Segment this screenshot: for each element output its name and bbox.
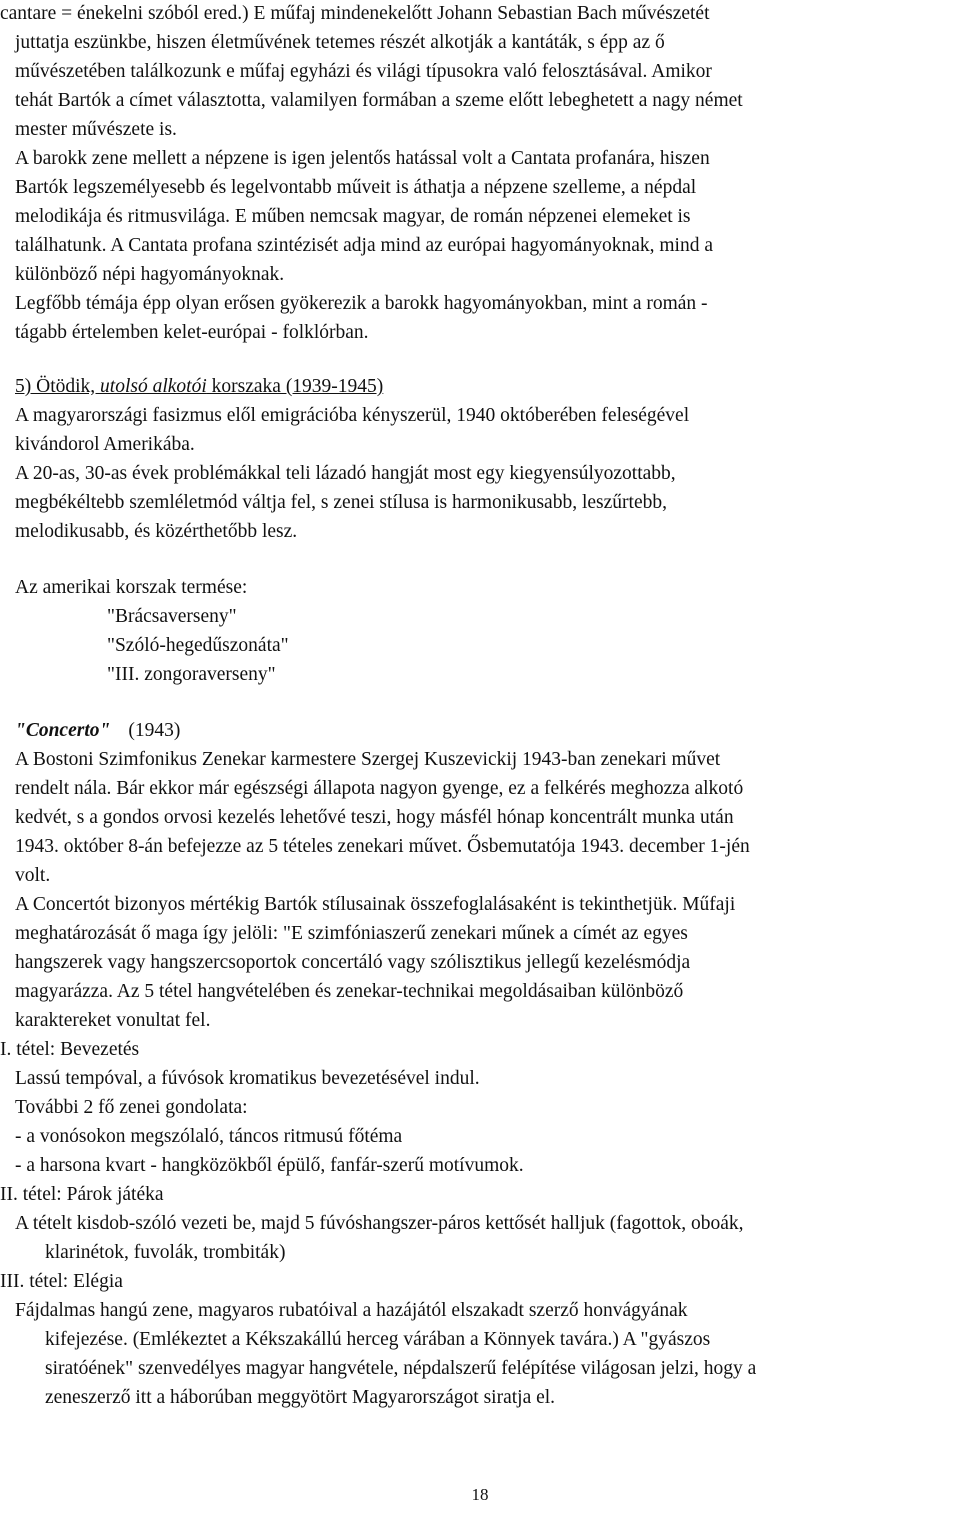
work-item: "Brácsaverseny" (107, 606, 237, 627)
movement-title: I. tétel: Bevezetés (0, 1039, 140, 1060)
movement-line: A tételt kisdob-szóló vezeti be, majd 5 fúvóshangszer-páros kettősét halljuk (fagottok, oboák, (15, 1213, 744, 1234)
section-line: kivándorol Amerikába. (15, 434, 195, 455)
movement-line: Lassú tempóval, a fúvósok kromatikus bevezetésével indul. (15, 1068, 480, 1089)
section-line: A magyarországi fasizmus elől emigrációba kényszerül, 1940 októberében feleségével (15, 405, 690, 426)
movement-line: - a harsona kvart - hangközökből épülő, fanfár-szerű motívumok. (15, 1155, 524, 1176)
intro-line: művészetében találkozunk e műfaj egyházi és világi típusokra való felosztásával. Amikor (15, 61, 712, 82)
concerto-line: kedvét, s a gondos orvosi kezelés lehetővé teszi, hogy másfél hónap koncentrált munka után (15, 807, 734, 828)
section-line: melodikusabb, és közérthetőbb lesz. (15, 521, 298, 542)
movement-title: III. tétel: Elégia (0, 1271, 123, 1292)
american-title: Az amerikai korszak termése: (15, 577, 248, 598)
concerto-line: volt. (15, 865, 51, 886)
intro-line: mester művészete is. (15, 119, 177, 140)
intro-line: Bartók legszemélyesebb és legelvontabb műveit is áthatja a népzene szelleme, a népdal (15, 177, 697, 198)
concerto-title: "Concerto" (15, 720, 111, 741)
section-heading-italic: utolsó alkotói (100, 376, 207, 397)
intro-line: tehát Bartók a címet választotta, valamilyen formában a szeme előtt lebeghetett a nagy német (15, 90, 743, 111)
section-heading-number: 5) Ötödik, (15, 376, 101, 397)
concerto-line: A Bostoni Szimfonikus Zenekar karmestere Szergej Kuszevickij 1943-ban zenekari művet (15, 749, 721, 770)
intro-line: tágabb értelemben kelet-európai - folklórban. (15, 322, 369, 343)
movement-line: Fájdalmas hangú zene, magyaros rubatóival a hazájától elszakadt szerző honvágyának (15, 1300, 688, 1321)
intro-line: cantare = énekelni szóból ered.) E műfaj mindenekelőtt Johann Sebastian Bach művészetét (0, 3, 710, 24)
intro-line: Legfőbb témája épp olyan erősen gyökerezik a barokk hagyományokban, mint a román - (15, 293, 708, 314)
section-line: megbékéltebb szemléletmód váltja fel, s zenei stílusa is harmonikusabb, leszűrtebb, (15, 492, 667, 513)
concerto-heading (15, 716, 180, 745)
concerto-line: karaktereket vonultat fel. (15, 1010, 211, 1031)
intro-line: különböző népi hagyományoknak. (15, 264, 285, 285)
concerto-line: rendelt nála. Bár ekkor már egészségi állapota nagyon gyenge, ez a felkérés meghozza alkotó (15, 778, 744, 799)
movement-line: zeneszerző itt a háborúban meggyötört Magyarországot siratja el. (45, 1387, 556, 1408)
movement-line: kifejezése. (Emlékeztet a Kékszakállú herceg várában a Könnyek tavára.) A "gyászos (45, 1329, 711, 1350)
section-heading (15, 372, 383, 401)
movement-line: - a vonósokon megszólaló, táncos ritmusú főtéma (15, 1126, 403, 1147)
work-item: "Szóló-hegedűszonáta" (107, 635, 289, 656)
movement-line: További 2 fő zenei gondolata: (15, 1097, 248, 1118)
movement-line: siratóének" szenvedélyes magyar hangvétele, népdalszerű felépítése világosan jelzi, hogy a (45, 1358, 757, 1379)
movement-line: klarinétok, fuvolák, trombiták) (45, 1242, 286, 1263)
work-item: "III. zongoraverseny" (107, 664, 276, 685)
intro-line: A barokk zene mellett a népzene is igen jelentős hatással volt a Cantata profanára, hiszen (15, 148, 710, 169)
section-line: A 20-as, 30-as évek problémákkal teli lázadó hangját most egy kiegyensúlyozottabb, (15, 463, 676, 484)
concerto-line: meghatározását ő maga így jelöli: "E szimfóniaszerű zenekari műnek a címét az egyes (15, 923, 688, 944)
intro-line: találhatunk. A Cantata profana szintézisét adja mind az európai hagyományoknak, mind a (15, 235, 713, 256)
concerto-line: 1943. október 8-án befejezze az 5 tételes zenekari művet. Ősbemutatója 1943. december 1-jén (15, 836, 750, 857)
section-heading-rest: korszaka (1939-1945) (206, 376, 384, 397)
concerto-year: (1943) (128, 720, 181, 741)
intro-line: melodikája és ritmusvilága. E műben nemcsak magyar, de román népzenei elemeket is (15, 206, 691, 227)
concerto-line: magyarázza. Az 5 tétel hangvételében és zenekar-technikai megoldásaiban különböző (15, 981, 684, 1002)
page-number: 18 (471, 1485, 489, 1504)
movement-title: II. tétel: Párok játéka (0, 1184, 164, 1205)
concerto-line: hangszerek vagy hangszercsoportok concertáló vagy szólisztikus jellegű kezelésmódja (15, 952, 691, 973)
concerto-line: A Concertót bizonyos mértékig Bartók stílusainak összefoglalásaként is tekinthetjük. Műfaji (15, 894, 736, 915)
intro-line: juttatja eszünkbe, hiszen életművének tetemes részét alkotják a kantáták, s épp az ő (15, 32, 665, 53)
